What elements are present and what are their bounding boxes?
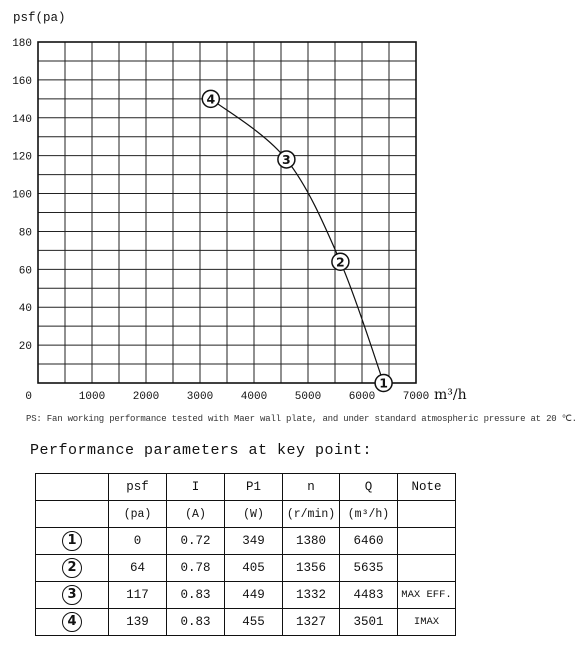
y-tick-label: 100: [12, 189, 32, 202]
y-tick-label: 60: [18, 265, 32, 278]
x-axis-label: m³/h: [434, 387, 467, 403]
y-tick-label: 20: [18, 341, 32, 354]
psf-cell: 117: [109, 582, 167, 609]
note-cell: [398, 555, 456, 582]
x-tick-label: 4000: [240, 391, 268, 403]
header-n: n: [283, 474, 340, 501]
table-row: [36, 609, 456, 636]
circled-number-icon: 3: [62, 585, 82, 605]
flow-cell: 3501: [340, 609, 398, 636]
speed-cell: 1356: [283, 555, 340, 582]
x-tick-label: 0: [25, 391, 32, 403]
current-cell: 0.78: [167, 555, 225, 582]
point-id-cell: [36, 528, 109, 555]
unit-i: (A): [167, 501, 225, 528]
table-row: [36, 555, 456, 582]
header-psf: psf: [109, 474, 167, 501]
x-tick-label: 1000: [78, 391, 106, 403]
table-row: [36, 528, 456, 555]
y-axis-label: psf(pa): [13, 11, 66, 25]
psf-cell: 0: [109, 528, 167, 555]
power-cell: 349: [225, 528, 283, 555]
key-point-label: 2: [336, 254, 345, 270]
point-id-cell: [36, 609, 109, 636]
header-i: I: [167, 474, 225, 501]
note-cell: IMAX: [398, 609, 456, 636]
x-tick-label: 7000: [402, 391, 430, 403]
x-tick-label: 2000: [132, 391, 160, 403]
table-header-row: [36, 474, 456, 501]
point-id-cell: [36, 555, 109, 582]
header-p1: P1: [225, 474, 283, 501]
test-note: PS: Fan working performance tested with Maer wall plate, and under standard atmospheric pressure at 20 ℃.: [26, 414, 577, 424]
params-table: [35, 473, 456, 636]
flow-cell: 5635: [340, 555, 398, 582]
circled-number-icon: 1: [62, 531, 82, 551]
corner-cell: [36, 501, 109, 528]
circled-number-icon: 2: [62, 558, 82, 578]
key-point-label: 3: [282, 151, 291, 167]
performance-curve: [211, 99, 384, 383]
flow-cell: 4483: [340, 582, 398, 609]
note-cell: MAX EFF.: [398, 582, 456, 609]
y-tick-label: 160: [12, 75, 32, 88]
x-tick-label: 3000: [186, 391, 214, 403]
y-tick-label: 180: [12, 38, 32, 50]
x-tick-label: 6000: [348, 391, 376, 403]
speed-cell: 1332: [283, 582, 340, 609]
key-point-label: 4: [206, 91, 216, 107]
unit-p1: (W): [225, 501, 283, 528]
params-title: Performance parameters at key point:: [30, 442, 373, 459]
point-id-cell: [36, 582, 109, 609]
current-cell: 0.83: [167, 582, 225, 609]
unit-note: [398, 501, 456, 528]
flow-cell: 6460: [340, 528, 398, 555]
unit-q: (m³/h): [340, 501, 398, 528]
speed-cell: 1327: [283, 609, 340, 636]
circled-number-icon: 4: [62, 612, 82, 632]
header-note: Note: [398, 474, 456, 501]
y-tick-label: 120: [12, 151, 32, 164]
psf-cell: 64: [109, 555, 167, 582]
current-cell: 0.72: [167, 528, 225, 555]
x-tick-label: 5000: [294, 391, 322, 403]
y-tick-label: 40: [18, 303, 32, 316]
unit-n: (r/min): [283, 501, 340, 528]
y-tick-label: 140: [12, 113, 32, 126]
power-cell: 449: [225, 582, 283, 609]
note-cell: [398, 528, 456, 555]
corner-cell: [36, 474, 109, 501]
table-units-row: [36, 501, 456, 528]
psf-cell: 139: [109, 609, 167, 636]
y-tick-label: 80: [18, 227, 32, 240]
speed-cell: 1380: [283, 528, 340, 555]
key-point-label: 1: [379, 375, 388, 391]
unit-psf: (pa): [109, 501, 167, 528]
power-cell: 455: [225, 609, 283, 636]
current-cell: 0.83: [167, 609, 225, 636]
header-q: Q: [340, 474, 398, 501]
power-cell: 405: [225, 555, 283, 582]
table-row: [36, 582, 456, 609]
